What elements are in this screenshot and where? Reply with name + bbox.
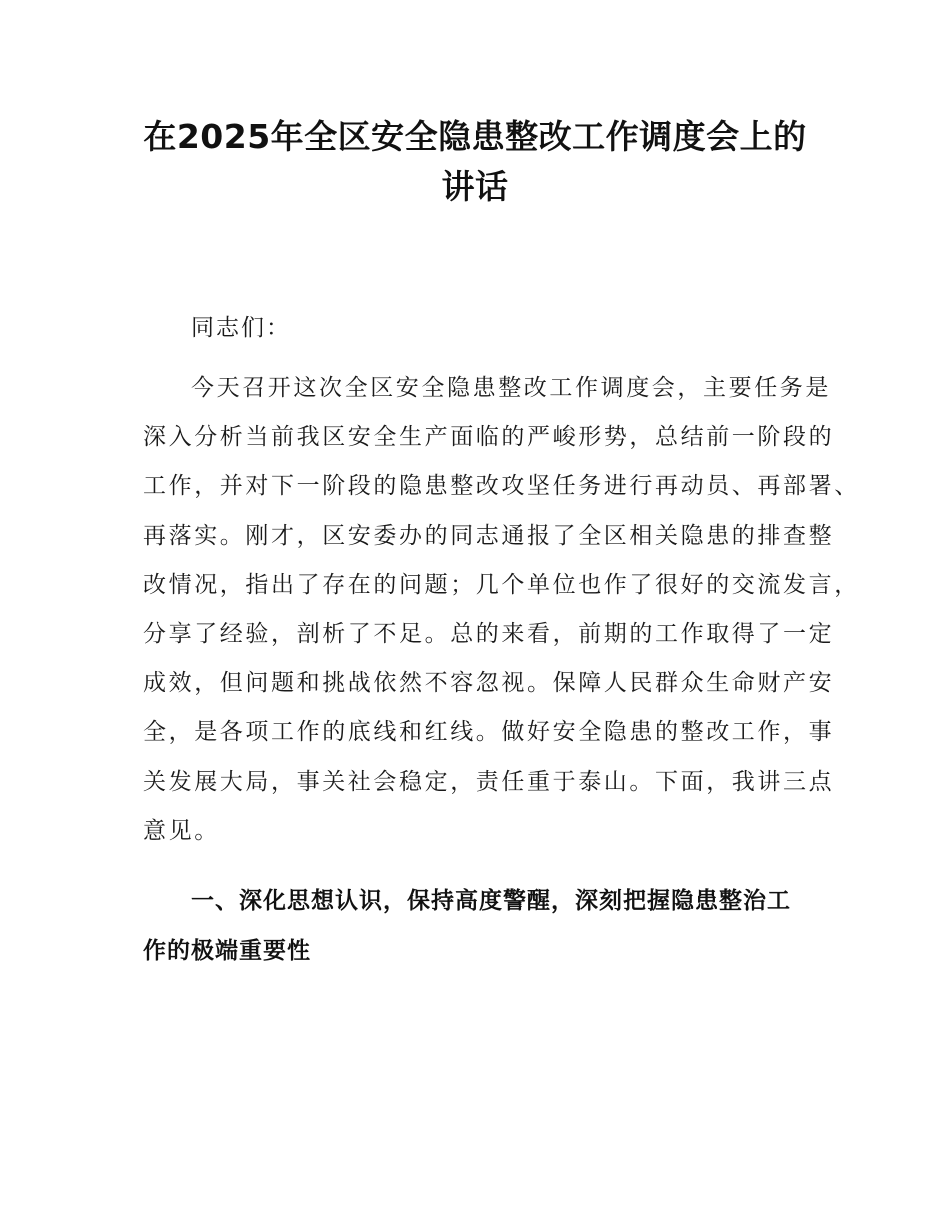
paragraph-line: 全，是各项工作的底线和红线。做好安全隐患的整改工作，事: [143, 719, 835, 746]
heading-line: 一、深化思想认识，保持高度警醒，深刻把握隐患整治工: [191, 888, 791, 914]
paragraph-line: 分享了经验，剖析了不足。总的来看，前期的工作取得了一定: [143, 621, 835, 648]
title-line: 在2025年全区安全隐患整改工作调度会上的: [143, 117, 807, 156]
paragraph-line: 关发展大局，事关社会稳定，责任重于泰山。下面，我讲三点: [143, 768, 835, 795]
title-line: 讲话: [441, 167, 509, 206]
document-title: [120, 112, 830, 212]
paragraph-line: 意见。: [143, 817, 220, 844]
paragraph-line: 工作，并对下一阶段的隐患整改攻坚任务进行再动员、再部署、: [143, 473, 860, 500]
paragraph-line: 改情况，指出了存在的问题；几个单位也作了很好的交流发言，: [143, 571, 860, 598]
opening-paragraph: [143, 364, 860, 856]
paragraph-line: 再落实。刚才，区安委办的同志通报了全区相关隐患的排查整: [143, 522, 835, 549]
paragraph-line: 成效，但问题和挑战依然不容忽视。保障人民群众生命财产安: [143, 670, 835, 697]
salutation: 同志们：: [191, 315, 291, 341]
paragraph-line: 今天召开这次全区安全隐患整改工作调度会，主要任务是: [191, 375, 831, 401]
heading-line: 作的极端重要性: [143, 938, 311, 964]
paragraph-line: 深入分析当前我区安全生产面临的严峻形势，总结前一阶段的: [143, 424, 835, 451]
section-heading-1: [143, 876, 833, 976]
